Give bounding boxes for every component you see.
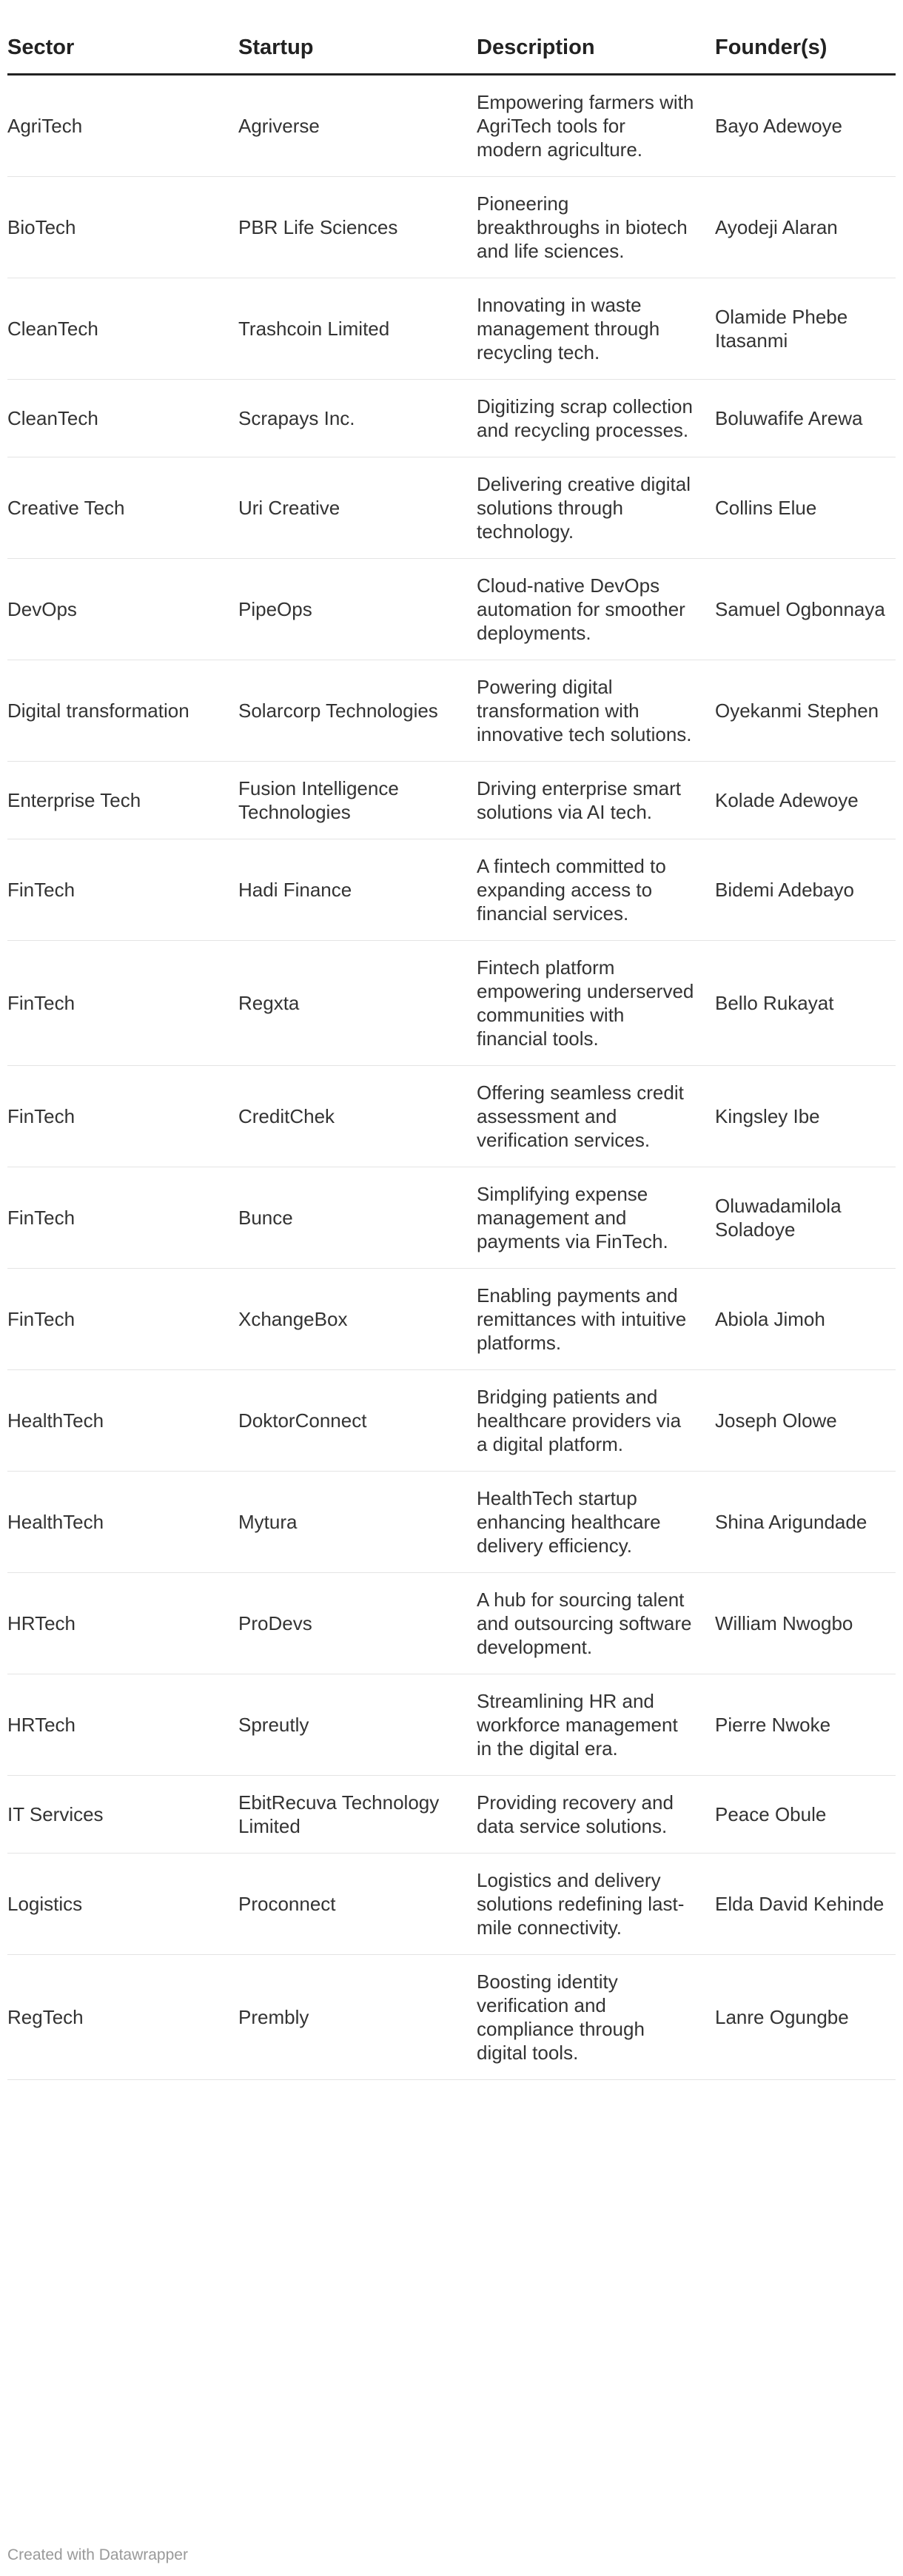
table-row (7, 278, 896, 379)
cell-sector: Creative Tech (7, 457, 238, 558)
cell-founders: Joseph Olowe (715, 1369, 896, 1471)
cell-founders: William Nwogbo (715, 1572, 896, 1674)
table-row (7, 1065, 896, 1167)
cell-startup: Regxta (238, 940, 477, 1065)
cell-sector: HRTech (7, 1674, 238, 1775)
cell-founders: Ayodeji Alaran (715, 176, 896, 278)
cell-sector: Enterprise Tech (7, 761, 238, 839)
cell-description: Providing recovery and data service solutions. (477, 1775, 715, 1853)
table-row (7, 558, 896, 660)
cell-sector: HRTech (7, 1572, 238, 1674)
cell-founders: Lanre Ogungbe (715, 1954, 896, 2079)
cell-sector: FinTech (7, 1167, 238, 1268)
table-row (7, 839, 896, 940)
table-row (7, 1572, 896, 1674)
cell-sector: FinTech (7, 1268, 238, 1369)
table-row (7, 1674, 896, 1775)
cell-startup: DoktorConnect (238, 1369, 477, 1471)
cell-sector: Logistics (7, 1853, 238, 1954)
table-header (7, 0, 896, 74)
table-row (7, 1775, 896, 1853)
cell-startup: PipeOps (238, 558, 477, 660)
cell-description: Cloud-native DevOps automation for smoother deployments. (477, 558, 715, 660)
cell-founders: Shina Arigundade (715, 1471, 896, 1572)
cell-founders: Bayo Adewoye (715, 74, 896, 176)
cell-startup: PBR Life Sciences (238, 176, 477, 278)
cell-founders: Abiola Jimoh (715, 1268, 896, 1369)
table-row (7, 1853, 896, 1954)
cell-startup: Fusion Intelligence Technologies (238, 761, 477, 839)
column-header-description[interactable]: Description (477, 0, 715, 74)
cell-founders: Collins Elue (715, 457, 896, 558)
cell-founders: Pierre Nwoke (715, 1674, 896, 1775)
table-row (7, 940, 896, 1065)
cell-description: Enabling payments and remittances with intuitive platforms. (477, 1268, 715, 1369)
cell-description: Offering seamless credit assessment and verification services. (477, 1065, 715, 1167)
cell-founders: Oluwadamilola Soladoye (715, 1167, 896, 1268)
cell-sector: RegTech (7, 1954, 238, 2079)
cell-startup: Scrapays Inc. (238, 379, 477, 457)
table-row (7, 1471, 896, 1572)
cell-founders: Oyekanmi Stephen (715, 660, 896, 761)
cell-sector: IT Services (7, 1775, 238, 1853)
cell-startup: CreditChek (238, 1065, 477, 1167)
cell-description: Driving enterprise smart solutions via AI tech. (477, 761, 715, 839)
cell-description: Innovating in waste management through recycling tech. (477, 278, 715, 379)
cell-description: Streamlining HR and workforce management in the digital era. (477, 1674, 715, 1775)
cell-founders: Elda David Kehinde (715, 1853, 896, 1954)
cell-startup: Mytura (238, 1471, 477, 1572)
cell-sector: FinTech (7, 940, 238, 1065)
column-header-startup[interactable]: Startup (238, 0, 477, 74)
cell-startup: Uri Creative (238, 457, 477, 558)
table-row (7, 379, 896, 457)
table-row (7, 1268, 896, 1369)
cell-founders: Samuel Ogbonnaya (715, 558, 896, 660)
cell-founders: Peace Obule (715, 1775, 896, 1853)
cell-description: Powering digital transformation with innovative tech solutions. (477, 660, 715, 761)
cell-startup: Agriverse (238, 74, 477, 176)
cell-description: Bridging patients and healthcare providers via a digital platform. (477, 1369, 715, 1471)
cell-founders: Olamide Phebe Itasanmi (715, 278, 896, 379)
cell-sector: CleanTech (7, 278, 238, 379)
cell-description: Logistics and delivery solutions redefining last-mile connectivity. (477, 1853, 715, 1954)
table-row (7, 660, 896, 761)
cell-founders: Boluwafife Arewa (715, 379, 896, 457)
cell-sector: DevOps (7, 558, 238, 660)
cell-sector: Digital transformation (7, 660, 238, 761)
cell-founders: Bidemi Adebayo (715, 839, 896, 940)
cell-description: Empowering farmers with AgriTech tools for modern agriculture. (477, 74, 715, 176)
cell-startup: Hadi Finance (238, 839, 477, 940)
cell-description: Digitizing scrap collection and recycling processes. (477, 379, 715, 457)
cell-description: Simplifying expense management and payments via FinTech. (477, 1167, 715, 1268)
cell-founders: Kingsley Ibe (715, 1065, 896, 1167)
table-body (7, 74, 896, 2079)
table-row (7, 1369, 896, 1471)
cell-description: Boosting identity verification and compliance through digital tools. (477, 1954, 715, 2079)
cell-startup: Prembly (238, 1954, 477, 2079)
cell-startup: EbitRecuva Technology Limited (238, 1775, 477, 1853)
table-row (7, 74, 896, 176)
cell-founders: Kolade Adewoye (715, 761, 896, 839)
table-row (7, 457, 896, 558)
cell-sector: AgriTech (7, 74, 238, 176)
cell-startup: Bunce (238, 1167, 477, 1268)
cell-founders: Bello Rukayat (715, 940, 896, 1065)
cell-startup: Spreutly (238, 1674, 477, 1775)
cell-sector: FinTech (7, 1065, 238, 1167)
header-row (7, 0, 896, 74)
cell-description: Pioneering breakthroughs in biotech and life sciences. (477, 176, 715, 278)
cell-sector: HealthTech (7, 1471, 238, 1572)
cell-startup: Solarcorp Technologies (238, 660, 477, 761)
table-row (7, 761, 896, 839)
table-row (7, 1167, 896, 1268)
cell-sector: BioTech (7, 176, 238, 278)
table-row (7, 176, 896, 278)
cell-sector: HealthTech (7, 1369, 238, 1471)
cell-startup: Proconnect (238, 1853, 477, 1954)
cell-description: HealthTech startup enhancing healthcare delivery efficiency. (477, 1471, 715, 1572)
startup-table (7, 0, 896, 2080)
column-header-founders[interactable]: Founder(s) (715, 0, 896, 74)
cell-description: Fintech platform empowering underserved communities with financial tools. (477, 940, 715, 1065)
cell-description: A hub for sourcing talent and outsourcing software development. (477, 1572, 715, 1674)
cell-startup: Trashcoin Limited (238, 278, 477, 379)
table-row (7, 1954, 896, 2079)
datawrapper-credit[interactable]: Created with Datawrapper (7, 2546, 188, 2563)
cell-sector: CleanTech (7, 379, 238, 457)
cell-description: A fintech committed to expanding access to financial services. (477, 839, 715, 940)
cell-description: Delivering creative digital solutions through technology. (477, 457, 715, 558)
cell-sector: FinTech (7, 839, 238, 940)
column-header-sector[interactable]: Sector (7, 0, 238, 74)
cell-startup: XchangeBox (238, 1268, 477, 1369)
cell-startup: ProDevs (238, 1572, 477, 1674)
